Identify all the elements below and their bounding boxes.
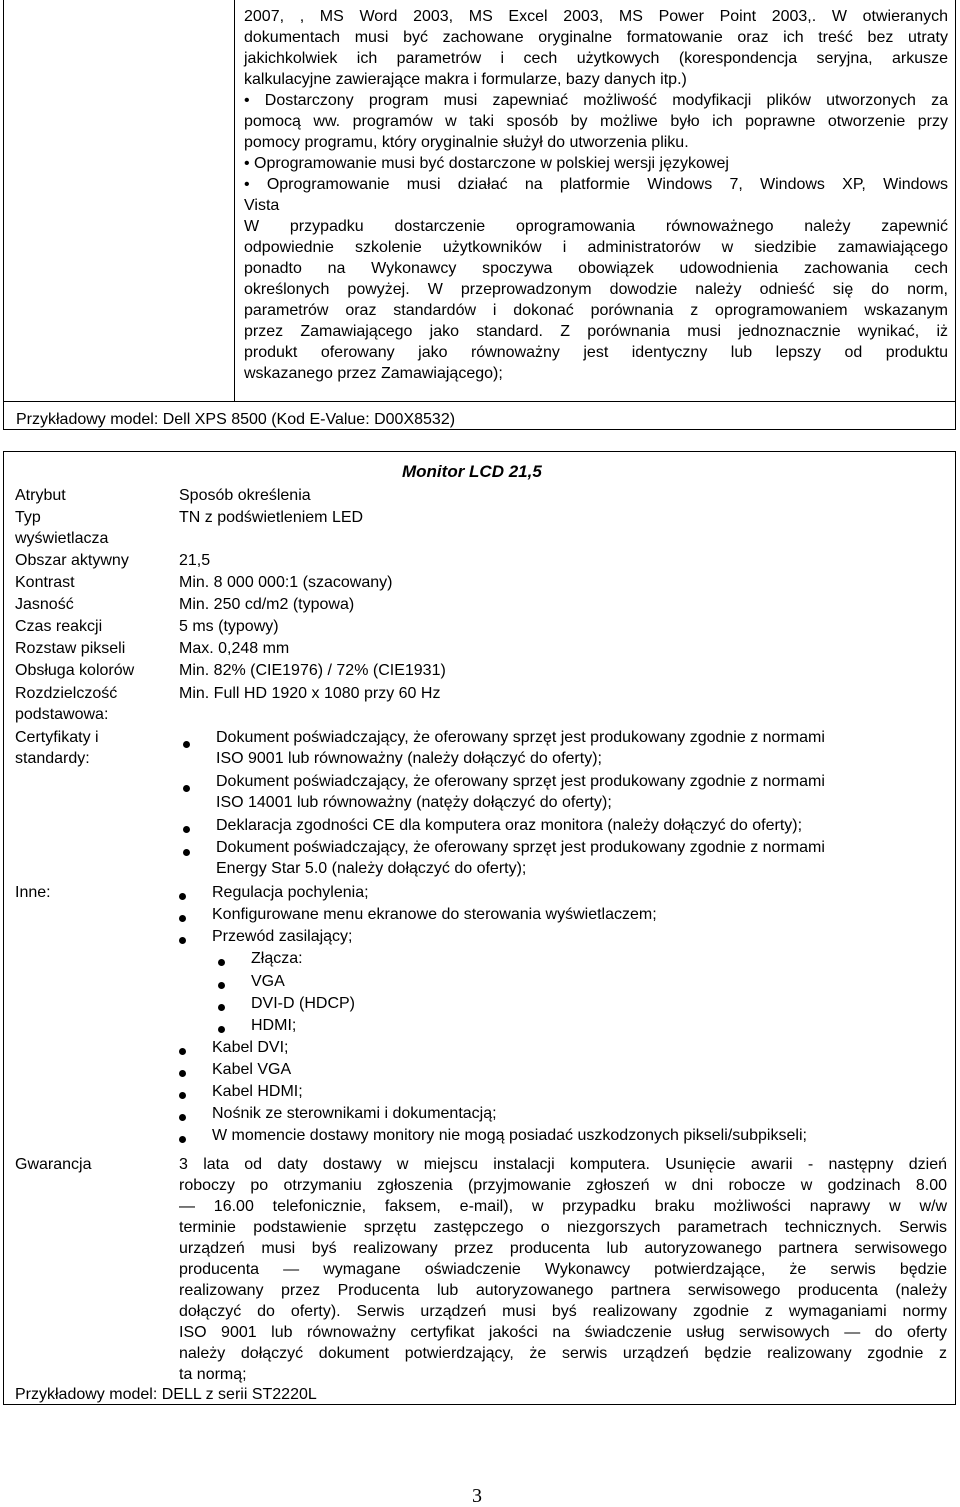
cert-line: Dokument poświadczający, że oferowany sprzęt jest produkowany zgodnie z normami — [216, 773, 825, 790]
row-value: Min. 82% (CIE1976) / 72% (CIE1931) — [179, 662, 446, 679]
row-label: Obsługa kolorów — [15, 662, 135, 679]
row-label: Rozdzielczość — [15, 685, 118, 702]
text-line: produkt oferowany jako równoważny jest identyczny lub lepszy od produktu — [244, 344, 948, 361]
software-requirements-text — [244, 6, 948, 384]
row-value: Max. 0,248 mm — [179, 640, 290, 657]
text-line: realizowany przez Producenta lub autoryzowanego partnera serwisowego producenta (należy — [179, 1282, 947, 1299]
cert-line: Dokument poświadczający, że oferowany sprzęt jest produkowany zgodnie z normami — [216, 729, 825, 746]
bullet-icon — [218, 959, 225, 966]
bullet-icon — [218, 1004, 225, 1011]
row-value: Min. Full HD 1920 x 1080 przy 60 Hz — [179, 685, 441, 702]
row-label: podstawowa: — [15, 706, 109, 723]
row-value: 21,5 — [179, 552, 211, 569]
list-item: Regulacja pochylenia; — [212, 884, 369, 901]
list-item: Kabel HDMI; — [212, 1083, 303, 1100]
row-label: Typ — [15, 509, 41, 526]
table-divider — [4, 401, 955, 402]
bullet-line: Vista — [244, 197, 280, 214]
text-line: odpowiednie szkolenie użytkowników i administratorów w siedzibie zamawiającego — [244, 239, 948, 256]
cert-line: ISO 9001 lub równoważny (należy dołączyć do oferty); — [216, 750, 602, 767]
bullet-icon — [179, 1114, 186, 1121]
bullet-icon — [179, 893, 186, 900]
row-value: Min. 8 000 000:1 (szacowany) — [179, 574, 393, 591]
cert-line: ISO 14001 lub równoważny (natęży dołączyć do oferty); — [216, 794, 612, 811]
text-line: ponadto na Wykonawcy spoczywa obowiązek udowodnienia zachowania cech — [244, 260, 948, 277]
bullet-line: • Oprogramowanie musi działać na platformie Windows 7, Windows XP, Windows — [244, 176, 948, 193]
bullet-line: pomocą ww. programów w taki sposób by możliwe było ich poprawne otworzenie przy — [244, 113, 948, 130]
row-label: Rozstaw pikseli — [15, 640, 126, 657]
section-title: Monitor LCD 21,5 — [402, 462, 542, 481]
bullet-icon — [183, 849, 190, 856]
text-line: wskazanego przez Zamawiającego); — [244, 365, 503, 382]
row-value: 5 ms (typowy) — [179, 618, 279, 635]
text-line: należy dołączyć dokument potwierdzający, że serwis urządzeń będzie realizowany zgodnie z — [179, 1345, 947, 1362]
row-label: Gwarancja — [15, 1156, 92, 1173]
list-item: W momencie dostawy monitory nie mogą posiadać uszkodzonych pikseli/subpikseli; — [212, 1127, 807, 1144]
list-item: Kabel VGA — [212, 1061, 292, 1078]
text-line: dokumentach musi być zachowane oryginalne formatowanie oraz ich treść bez utraty — [244, 29, 948, 46]
bullet-line: pomocy programu, który oryginalnie służył do utworzenia pliku. — [244, 134, 689, 151]
bullet-icon — [179, 1070, 186, 1077]
text-line: terminie podstawienie sprzętu zastępczego o niezgorszych parametrach technicznych. Serwis — [179, 1219, 947, 1236]
cert-line: Energy Star 5.0 (należy dołączyć do oferty); — [216, 860, 527, 877]
example-model: Przykładowy model: DELL z serii ST2220L — [15, 1386, 317, 1403]
list-item: Nośnik ze sterownikami i dokumentacją; — [212, 1105, 497, 1122]
page-number: 3 — [472, 1485, 482, 1507]
row-label: Obszar aktywny — [15, 552, 129, 569]
list-item: HDMI; — [251, 1017, 297, 1034]
bullet-icon — [218, 1026, 225, 1033]
bullet-icon — [218, 982, 225, 989]
text-line: określonych powyżej. W przeprowadzonym dowodzie należy odnieść się do norm, — [244, 281, 948, 298]
bullet-icon — [179, 1092, 186, 1099]
bullet-icon — [179, 915, 186, 922]
bullet-icon — [183, 785, 190, 792]
row-label: Czas reakcji — [15, 618, 103, 635]
row-label: wyświetlacza — [15, 530, 109, 547]
bullet-icon — [179, 1048, 186, 1055]
software-requirements-table — [3, 0, 956, 430]
monitor-spec-table — [3, 451, 956, 1405]
list-item: VGA — [251, 973, 285, 990]
text-line: kalkulacyjne zawierające makra i formularze, bazy danych itp.) — [244, 71, 687, 88]
text-line: urządzeń musi byś realizowany przez producenta lub autoryzowanego partnera serwisowego — [179, 1240, 947, 1257]
row-label: Kontrast — [15, 574, 75, 591]
bullet-icon — [183, 826, 190, 833]
list-item: Kabel DVI; — [212, 1039, 289, 1056]
row-label: standardy: — [15, 750, 90, 767]
warranty-text — [179, 1154, 947, 1385]
list-item: Konfigurowane menu ekranowe do sterowania wyświetlaczem; — [212, 906, 657, 923]
row-label: Jasność — [15, 596, 74, 613]
text-line: 2007, , MS Word 2003, MS Excel 2003, MS Power Point 2003,. W otwieranych — [244, 8, 948, 25]
bullet-icon — [183, 741, 190, 748]
bullet-icon — [179, 1136, 186, 1143]
text-line: jakichkolwiek ich parametrów i cech użytkowych (korespondencja seryjna, arkusze — [244, 50, 948, 67]
bullet-icon — [179, 937, 186, 944]
header-method: Sposób określenia — [179, 487, 311, 504]
list-item: Przewód zasilający; — [212, 928, 353, 945]
text-line: roboczy po otrzymaniu zgłoszenia (przyjmowanie zgłoszeń w dni robocze w godzinach 8.00 — [179, 1177, 947, 1194]
list-item: DVI-D (HDCP) — [251, 995, 355, 1012]
text-line: dołączyć do oferty). Serwis urządzeń musi byś realizowany zgodnie z wymaganiami normy — [179, 1303, 947, 1320]
text-line: — 16.00 telefonicznie, faksem, e-mail), w przypadku braku możliwości naprawy w w/w — [179, 1198, 947, 1215]
header-attribute: Atrybut — [15, 487, 66, 504]
row-value: TN z podświetleniem LED — [179, 509, 364, 526]
text-line: W przypadku dostarczenie oprogramowania równoważnego należy zapewnić — [244, 218, 948, 235]
cert-line: Deklaracja zgodności CE dla komputera oraz monitora (należy dołączyć do oferty); — [216, 817, 803, 834]
example-model: Przykładowy model: Dell XPS 8500 (Kod E-Value: D00X8532) — [16, 411, 456, 428]
row-label: Inne: — [15, 884, 51, 901]
text-line: parametrów oraz standardów i dokonać porównania z oprogramowaniem wskazanym — [244, 302, 948, 319]
list-item: Złącza: — [251, 950, 303, 967]
text-line: producenta — wymagane oświadczenie Wykonawcy potwierdzające, że serwis będzie — [179, 1261, 947, 1278]
bullet-line: • Dostarczony program musi zapewniać możliwość modyfikacji plików utworzonych za — [244, 92, 948, 109]
row-label: Certyfikaty i — [15, 729, 99, 746]
text-line: ISO 9001 lub równoważny certyfikat jakości na świadczenie usług serwisowych — do oferty — [179, 1324, 947, 1341]
row-value: Min. 250 cd/m2 (typowa) — [179, 596, 355, 613]
text-line: ta normą; — [179, 1366, 247, 1383]
cert-line: Dokument poświadczający, że oferowany sprzęt jest produkowany zgodnie z normami — [216, 839, 825, 856]
bullet-line: • Oprogramowanie musi być dostarczone w polskiej wersji językowej — [244, 155, 729, 172]
text-line: 3 lata od daty dostawy w miejscu instalacji komputera. Usunięcie awarii - następny dzień — [179, 1156, 947, 1173]
table-divider — [234, 0, 235, 402]
text-line: przez Zamawiającego jako standard. Z porównania musi jednoznacznie wynikać, iż — [244, 323, 948, 340]
